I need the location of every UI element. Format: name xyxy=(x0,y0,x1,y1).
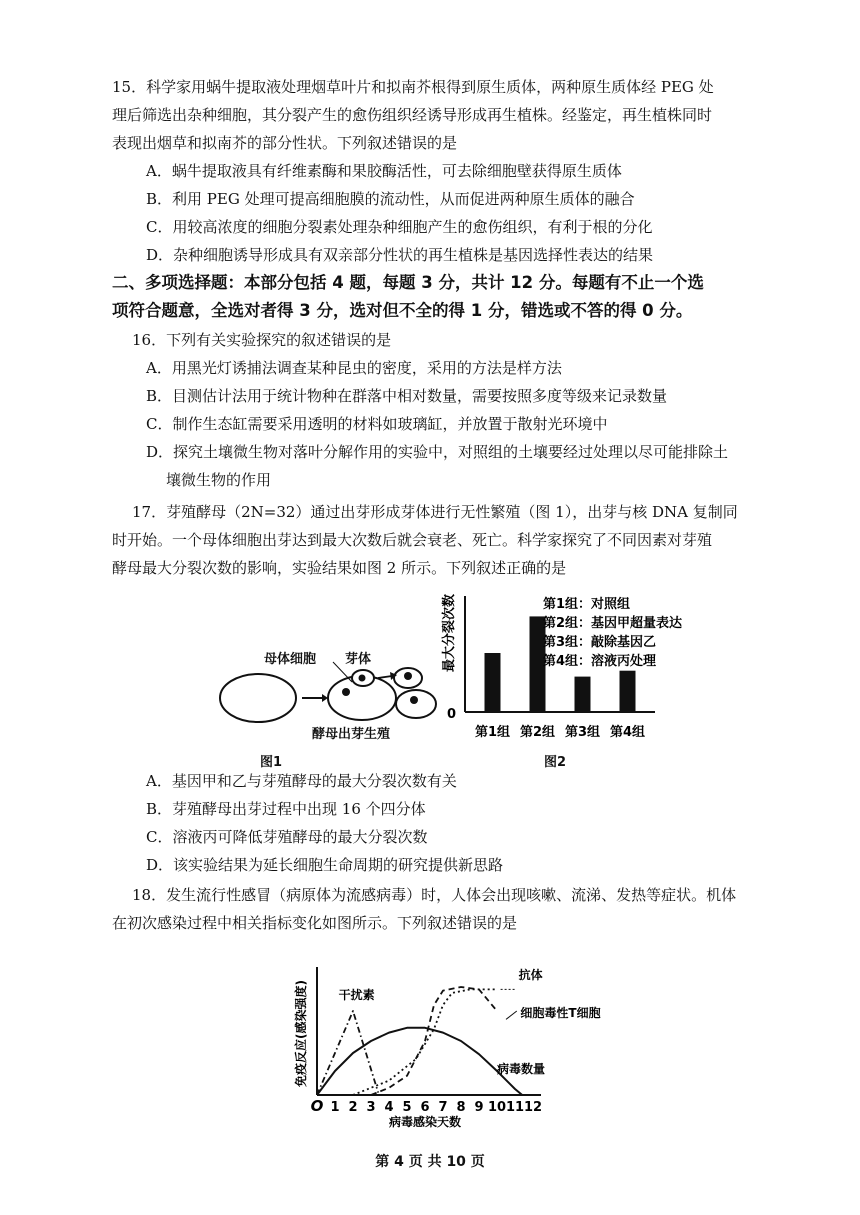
q15-stem-line-3: 表现出烟草和拟南芥的部分性状。下列叙述错误的是 xyxy=(112,134,458,152)
q17-option-c: C．溶液丙可降低芽殖酵母的最大分裂次数 xyxy=(146,828,428,846)
q16-option-d-cont: 壤微生物的作用 xyxy=(166,471,272,489)
line-x-tick-3: 3 xyxy=(366,1100,376,1115)
bar-category-label-1: 第1组 xyxy=(474,725,511,740)
line-y-axis-label: 免疫反应(感染强度) xyxy=(294,980,308,1087)
tcell-leader xyxy=(506,1011,517,1019)
q15-stem-line-2: 理后筛选出杂种细胞，其分裂产生的愈伤组织经诱导形成再生植株。经鉴定，再生植株同时 xyxy=(112,106,713,124)
line-x-tick-10: 10 xyxy=(487,1100,507,1115)
line-x-tick-6: 6 xyxy=(420,1100,430,1115)
line-x-axis-label: 病毒感染天数 xyxy=(388,1115,462,1129)
bar-3 xyxy=(575,677,591,712)
q16-option-b: B．目测估计法用于统计物种在群落中相对数量，需要按照多度等级来记录数量 xyxy=(146,387,668,405)
q17-option-a: A．基因甲和乙与芽殖酵母的最大分裂次数有关 xyxy=(146,772,457,790)
line-x-tick-1: 1 xyxy=(330,1100,340,1115)
q17-option-d: D．该实验结果为延长细胞生命周期的研究提供新思路 xyxy=(146,856,504,874)
q18-stem-line-1: 18．发生流行性感冒（病原体为流感病毒）时，人体会出现咳嗽、流涕、发热等症状。机体 xyxy=(132,886,737,904)
line-x-tick-2: 2 xyxy=(348,1100,358,1115)
line-x-tick-5: 5 xyxy=(402,1100,412,1115)
figure-2-title: 图2 xyxy=(544,755,567,770)
line-x-tick-9: 9 xyxy=(474,1100,484,1115)
q17-stem-line-1: 17．芽殖酵母（2N=32）通过出芽形成芽体进行无性繁殖（图 1），出芽与核 DNA 复制同 xyxy=(132,503,738,521)
series-line-2 xyxy=(317,1028,522,1095)
bar-category-label-2: 第2组 xyxy=(519,725,556,740)
q16-stem: 16．下列有关实验探究的叙述错误的是 xyxy=(132,331,392,349)
q17-option-b: B．芽殖酵母出芽过程中出现 16 个四分体 xyxy=(146,800,426,818)
line-x-tick-7: 7 xyxy=(438,1100,448,1115)
q18-stem-line-2: 在初次感染过程中相关指标变化如图所示。下列叙述错误的是 xyxy=(112,914,518,932)
figure-2-bar-chart xyxy=(425,590,695,750)
series-label-1: 干扰素 xyxy=(338,988,375,1002)
figure-immune-response-line-chart xyxy=(285,955,635,1135)
line-x-tick-4: 4 xyxy=(384,1100,394,1115)
label-bud: 芽体 xyxy=(345,652,372,667)
bar-category-label-3: 第3组 xyxy=(564,725,601,740)
series-label-4: 细胞毒性T细胞 xyxy=(520,1006,601,1020)
q15-option-d: D．杂种细胞诱导形成具有双亲部分性状的再生植株是基因选择性表达的结果 xyxy=(146,246,654,264)
bar-y-origin-label: 0 xyxy=(447,707,457,722)
q17-stem-line-3: 酵母最大分裂次数的影响，实验结果如图 2 所示。下列叙述正确的是 xyxy=(112,559,567,577)
q16-option-d: D．探究土壤微生物对落叶分解作用的实验中，对照组的土壤要经过处理以尽可能排除土 xyxy=(146,443,729,461)
figure-1-caption: 酵母出芽生殖 xyxy=(312,727,391,742)
label-mother-cell: 母体细胞 xyxy=(264,652,317,667)
bar-y-axis-label: 最大分裂次数 xyxy=(442,593,457,672)
q15-option-c: C．用较高浓度的细胞分裂素处理杂种细胞产生的愈伤组织，有利于根的分化 xyxy=(146,218,653,236)
line-x-tick-0: O xyxy=(310,1097,324,1115)
bar-category-label-4: 第4组 xyxy=(609,725,646,740)
mother-cell-shape xyxy=(220,674,296,722)
bar-legend-entry-3: 第3组：敲除基因乙 xyxy=(543,635,657,650)
line-x-tick-8: 8 xyxy=(456,1100,466,1115)
figure-1-title: 图1 xyxy=(260,755,283,770)
section-2-heading-line-1: 二、多项选择题：本部分包括 4 题，每题 3 分，共计 12 分。每题有不止一个选 xyxy=(112,273,704,292)
q16-option-c: C．制作生态缸需要采用透明的材料如玻璃缸，并放置于散射光环境中 xyxy=(146,415,608,433)
line-x-tick-11: 11 xyxy=(505,1100,525,1115)
bar-4 xyxy=(620,671,636,712)
q16-option-a: A．用黑光灯诱捕法调查某种昆虫的密度，采用的方法是样方法 xyxy=(146,359,562,377)
q17-stem-line-2: 时开始。一个母体细胞出芽达到最大次数后就会衰老、死亡。科学家探究了不同因素对芽殖 xyxy=(112,531,713,549)
series-label-3: 抗体 xyxy=(518,968,543,982)
bar-legend-entry-2: 第2组：基因甲超量表达 xyxy=(543,616,683,631)
bar-legend-entry-4: 第4组：溶液丙处理 xyxy=(543,654,657,669)
q15-option-b: B．利用 PEG 处理可提高细胞膜的流动性，从而促进两种原生质体的融合 xyxy=(146,190,635,208)
section-2-heading-line-2: 项符合题意，全选对者得 3 分，选对但不全的得 1 分，错选或不答的得 0 分。 xyxy=(112,301,693,320)
series-label-2: 病毒数量 xyxy=(497,1062,546,1076)
line-x-tick-12: 12 xyxy=(523,1100,543,1115)
bar-legend-entry-1: 第1组：对照组 xyxy=(543,597,631,612)
q15-option-a: A．蜗牛提取液具有纤维素酶和果胶酶活性，可去除细胞壁获得原生质体 xyxy=(146,162,622,180)
q15-stem-line-1: 15．科学家用蜗牛提取液处理烟草叶片和拟南芥根得到原生质体，两种原生质体经 PEG 处 xyxy=(112,78,714,96)
page-footer: 第 4 页 共 10 页 xyxy=(375,1154,485,1170)
bar-1 xyxy=(485,653,501,712)
